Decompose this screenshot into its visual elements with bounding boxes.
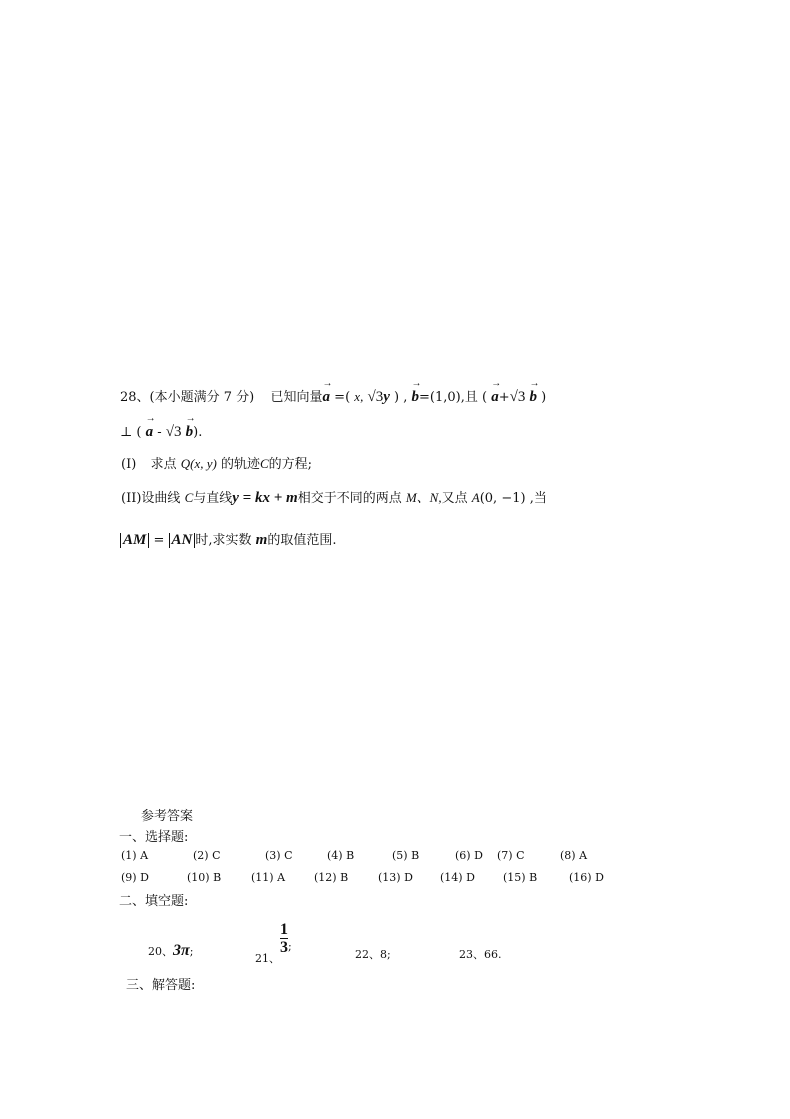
choice-answer: (13) D (378, 871, 413, 884)
fill-answer-22: 22、8; (355, 948, 391, 961)
line-equation: y = kx + m (232, 490, 298, 506)
choice-answer: (11) A (251, 871, 286, 884)
section-choice-title: 一、选择题: (119, 830, 189, 845)
vector-b-sum: → b (530, 389, 538, 406)
fill-answer-20: 20、3π; (148, 942, 194, 959)
answers-title: 参考答案 (141, 809, 194, 824)
fill-answer-21: 21、 $\frac{1}{3}$ ; (255, 921, 292, 965)
choice-answer: (6) D (455, 849, 483, 862)
part-2: (II)设曲线 C与直线y = kx + m相交于不同的两点 M、N,又点 A(0, −1) ,当 (121, 490, 547, 506)
vector-a: → a (323, 389, 331, 406)
equals-sign: = (334, 390, 346, 405)
problem-line-1: 28、(本小题满分 7 分) 已知向量→ a =( x, √3y ) , → b=(1,0),且 ( → a+√3 → b ) (120, 386, 546, 406)
b-value: =(1,0) (419, 390, 461, 405)
coord-x: x, (354, 389, 364, 404)
curve-c: C (259, 456, 269, 471)
choice-answer: (2) C (193, 849, 221, 862)
fraction-one-third: $\frac{1}{3}$ (280, 921, 288, 956)
perp-symbol: ⊥ (120, 425, 133, 440)
sqrt-three: √3 (367, 389, 384, 405)
problem-intro: 已知向量 (270, 390, 323, 405)
points-mn: M、N, (405, 490, 442, 505)
vector-b-diff: → b (186, 424, 194, 441)
vector-b: → b (412, 389, 420, 406)
coord-y: y (383, 389, 390, 405)
vector-a-sum: → a (491, 389, 499, 406)
section-fill-title: 二、填空题: (119, 894, 189, 909)
var-m: m (255, 532, 268, 548)
point-a: A (471, 490, 480, 505)
part-1-label: (I) (121, 457, 137, 472)
choice-answer: (14) D (440, 871, 475, 884)
fill-20-value: 3π (173, 942, 190, 959)
choice-answer: (8) A (560, 849, 588, 862)
choice-answer: (10) B (187, 871, 222, 884)
abs-an: AN (169, 533, 196, 548)
choice-answer: (1) A (121, 849, 149, 862)
vector-a-diff: → a (146, 424, 154, 441)
part-1: (I) 求点 Q(x, y) 的轨迹C的方程; (121, 456, 313, 472)
point-q-coords: (x, y) (190, 456, 217, 471)
fill-answer-23: 23、66. (459, 948, 502, 961)
choice-answer: (7) C (497, 849, 525, 862)
section-solution-title: 三、解答题: (126, 978, 196, 993)
choice-answer: (9) D (121, 871, 149, 884)
point-q: Q (180, 456, 191, 471)
choice-answer: (4) B (327, 849, 355, 862)
part-2-label: (II) (121, 491, 142, 506)
problem-number: 28、 (120, 390, 150, 405)
choice-answer: (3) C (265, 849, 293, 862)
point-a-coords: (0, −1) ,当 (479, 491, 547, 506)
part-2-condition: AM = AN 时,求实数 m的取值范围. (120, 529, 336, 549)
choice-answer: (16) D (569, 871, 604, 884)
choice-answer: (5) B (392, 849, 420, 862)
abs-am: AM (120, 533, 149, 548)
problem-line-2: ⊥ ( → a - √3 → b). (120, 424, 202, 441)
choice-answer: (12) B (314, 871, 349, 884)
problem-score: (本小题满分 7 分) (149, 390, 255, 405)
choice-answer: (15) B (503, 871, 538, 884)
